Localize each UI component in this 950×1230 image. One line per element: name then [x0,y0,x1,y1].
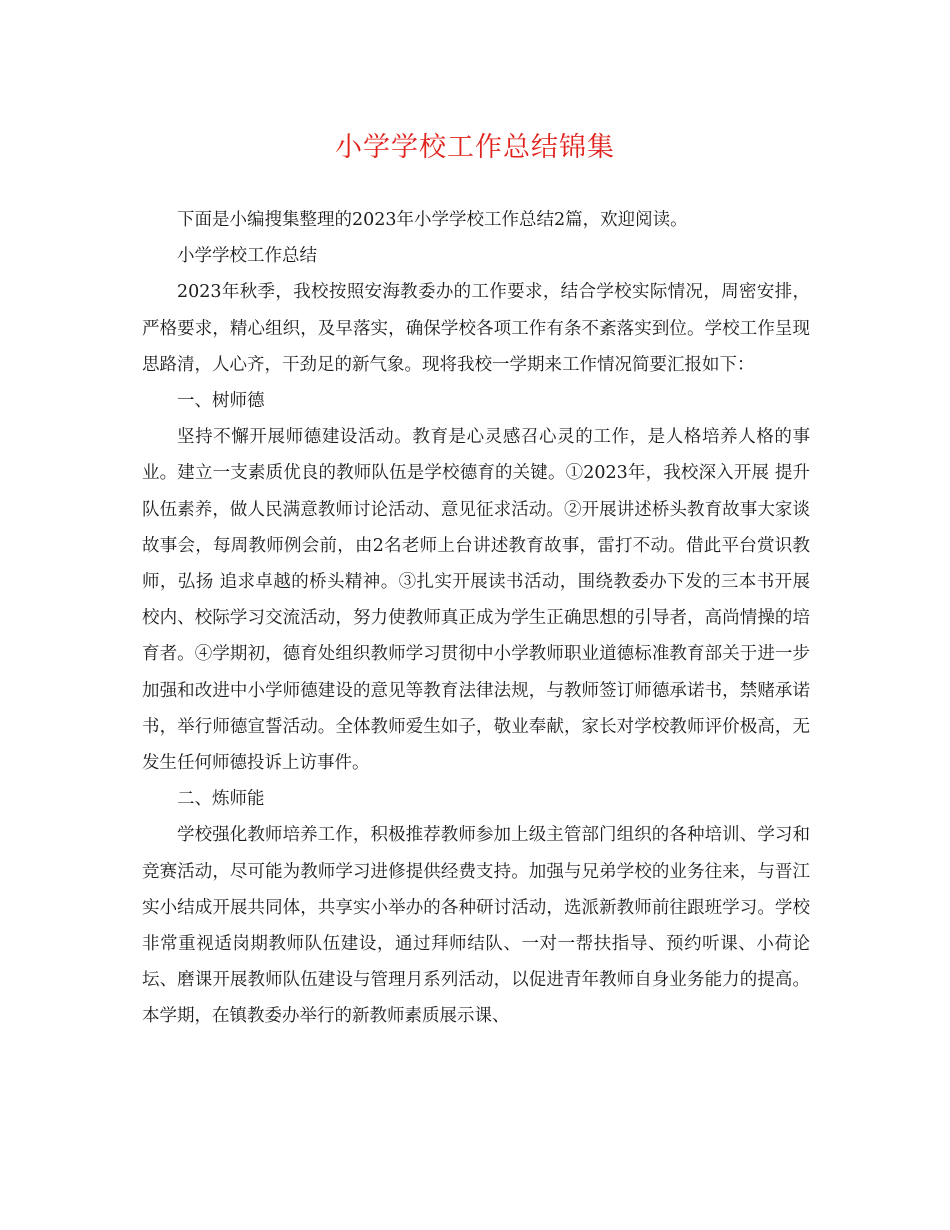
teacher-skills-paragraph: 学校强化教师培养工作，积极推荐教师参加上级主管部门组织的各种培训、学习和竞赛活动，尽可能为教师学习进修提供经费支持。加强与兄弟学校的业务往来，与晋江实小结成开展共同体，共享实小举办的各种研讨活动，选派新教师前往跟班学习。学校非常重视适岗期教师队伍建设，通过拜师结队、一对一帮扶指导、预约听课、小荷论坛、磨课开展教师队伍建设与管理月系列活动，以促进青年教师自身业务能力的提高。本学期，在镇教委办举行的新教师素质展示课、 [142,825,810,1027]
section-heading-summary: 小学学校工作总结 [177,246,317,267]
document-body [142,202,810,1035]
section-heading-teacher-skills: 二、炼师能 [177,789,265,810]
teacher-ethics-paragraph: 坚持不懈开展师德建设活动。教育是心灵感召心灵的工作，是人格培养人格的事业。建立一支素质优良的教师队伍是学校德育的关键。①2023年，我校深入开展 提升队伍素养，做人民满意教师讨论活动、意见征求活动。②开展讲述桥头教育故事大家谈故事会，每周教师例会前，由2名老师上台讲述教育故事，雷打不动。借此平台赏识教师，弘扬 追求卓越的桥头精神。③扎实开展读书活动，围绕教委办下发的三本书开展校内、校际学习交流活动，努力使教师真正成为学生正确思想的引导者，高尚情操的培育者。④学期初，德育处组织教师学习贯彻中小学教师职业道德标准教育部关于进一步加强和改进中小学师德建设的意见等教育法律法规，与教师签订师德承诺书，禁赌承诺书，举行师德宣誓活动。全体教师爱生如子，敬业奉献，家长对学校教师评价极高，无发生任何师德投诉上访事件。 [142,427,810,774]
intro-paragraph: 下面是小编搜集整理的2023年小学学校工作总结2篇，欢迎阅读。 [177,210,688,230]
document-title: 小学学校工作总结锦集 [335,132,615,163]
section-heading-teacher-ethics: 一、树师德 [177,391,265,412]
overview-paragraph: 2023年秋季，我校按照安海教委办的工作要求，结合学校实际情况，周密安排，严格要求，精心组织，及早落实，确保学校各项工作有条不紊落实到位。学校工作呈现思路清，人心齐，干劲足的新气象。现将我校一学期来工作情况简要汇报如下： [142,282,810,375]
